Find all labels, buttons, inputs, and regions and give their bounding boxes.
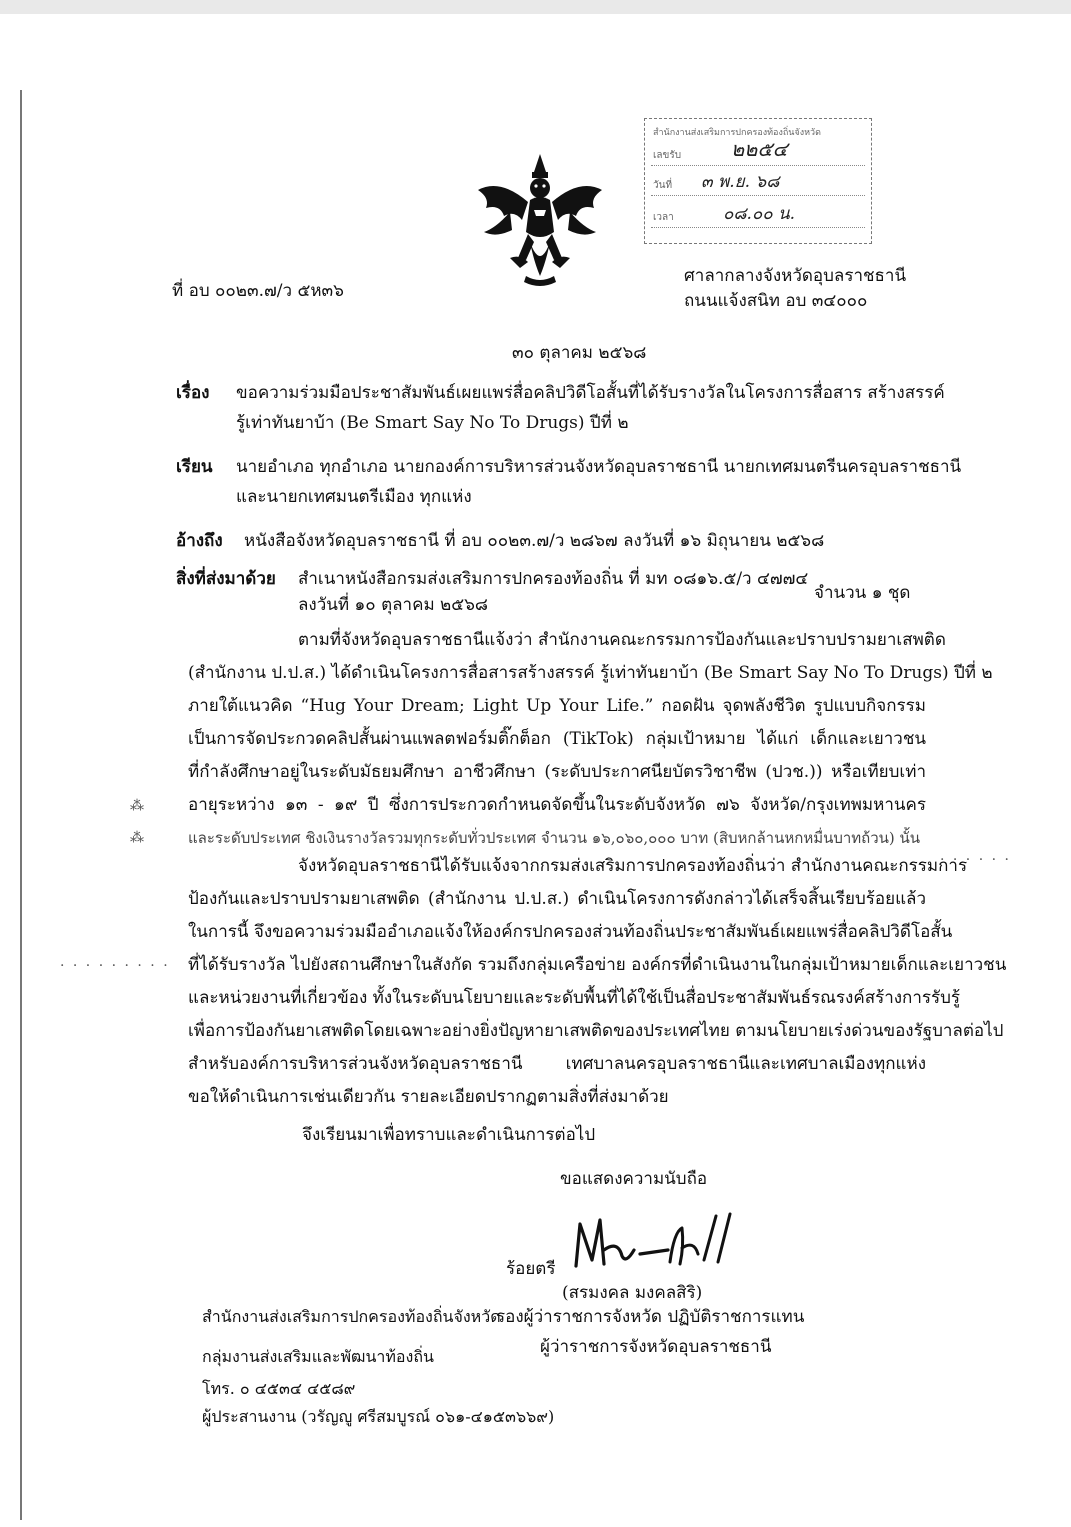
stamp-row-number — [651, 139, 865, 166]
letter-date: ๓๐ ตุลาคม ๒๕๖๘ — [512, 343, 647, 363]
paragraph-1-line: อายุระหว่าง ๑๓ - ๑๙ ปี ซึ่งการประกวดกำหนดจัดขึ้นในระดับจังหวัด ๗๖ จังหวัด/กรุงเทพมหานคร — [188, 795, 926, 815]
footer-group: กลุ่มงานส่งเสริมและพัฒนาท้องถิ่น — [202, 1347, 434, 1366]
paragraph-1-line: ที่กำลังศึกษาอยู่ในระดับมัธยมศึกษา อาชีวศึกษา (ระดับประกาศนียบัตรวิชาชีพ (ปวช.)) หรือเทียบเท่า — [188, 762, 926, 782]
paragraph-1-line: ภายใต้แนวคิด “Hug Your Dream; Light Up Your Life.” กอดฝัน จุดพลังชีวิต รูปแบบกิจกรรม — [188, 696, 926, 716]
paragraph-1-line: และระดับประเทศ ชิงเงินรางวัลรวมทุกระดับทั่วประเทศ จำนวน ๑๖,๐๖๐,๐๐๐ บาท (สิบหกล้านหกหมื่นบาทถ้วน) นั้น — [188, 829, 921, 847]
stamp-header: สำนักงานส่งเสริมการปกครองท้องถิ่นจังหวัด — [653, 128, 821, 138]
stamp-number-value: ๒๒๕๔ — [731, 137, 788, 161]
stamp-date-label: วันที่ — [653, 180, 673, 191]
paragraph-1-line: (สำนักงาน ป.ป.ส.) ได้ดำเนินโครงการสื่อสารสร้างสรรค์ รู้เท่าทันยาบ้า (Be Smart Say No To Drugs) ปีที่ ๒ — [188, 663, 993, 683]
stamp-date-value: ๓ พ.ย. ๖๘ — [701, 172, 780, 192]
office-name: ศาลากลางจังหวัดอุบลราชธานี — [684, 266, 907, 286]
handwritten-signature — [570, 1210, 740, 1280]
enclosure-line-1: สำเนาหนังสือกรมส่งเสริมการปกครองท้องถิ่น ที่ มท ๐๘๑๖.๕/ว ๔๗๗๔ — [298, 569, 809, 589]
signer-title-1: รองผู้ว่าราชการจังหวัด ปฏิบัติราชการแทน — [496, 1307, 805, 1327]
stamp-row-time — [651, 201, 865, 228]
paragraph-2-line: และหน่วยงานที่เกี่ยวข้อง ทั้งในระดับนโยบายและระดับพื้นที่ได้ใช้เป็นสื่อประชาสัมพันธ์รณรงค์สร้างการรับรู้ — [188, 988, 961, 1008]
page-edge-line — [20, 90, 22, 1520]
signer-name: (สรมงคล มงคลสิริ) — [562, 1283, 703, 1303]
receipt-stamp — [644, 118, 872, 244]
regards: ขอแสดงความนับถือ — [560, 1169, 708, 1189]
reference-label: อ้างถึง — [176, 531, 223, 551]
enclosure-label: สิ่งที่ส่งมาด้วย — [176, 569, 276, 589]
scan-artifact: ⁂ — [130, 830, 146, 846]
subject-label: เรื่อง — [176, 383, 210, 403]
footer-telephone: โทร. ๐ ๔๕๓๔ ๔๕๘๙ — [202, 1379, 356, 1398]
paragraph-2-line: ที่ได้รับรางวัล ไปยังสถานศึกษาในสังกัด รวมถึงกลุ่มเครือข่าย องค์กรที่ดำเนินงานในกลุ่มเป้าหมายเด็กและเยาวชน — [188, 955, 1007, 975]
garuda-emblem-icon — [470, 150, 610, 290]
scan-artifact: · · · · · · — [940, 852, 1011, 868]
paragraph-2-line: จังหวัดอุบลราชธานีได้รับแจ้งจากกรมส่งเสริมการปกครองท้องถิ่นว่า สำนักงานคณะกรรมการ — [298, 856, 968, 876]
reference-text: หนังสือจังหวัดอุบลราชธานี ที่ อบ ๐๐๒๓.๗/ว ๒๘๖๗ ลงวันที่ ๑๖ มิถุนายน ๒๕๖๘ — [244, 531, 825, 551]
stamp-time-value: ๐๘.๐๐ น. — [723, 204, 796, 224]
paragraph-2-line: ในการนี้ จึงขอความร่วมมืออำเภอแจ้งให้องค์กรปกครองส่วนท้องถิ่นประชาสัมพันธ์เผยแพร่สื่อคลิปวิดีโอสั้น — [188, 922, 953, 942]
paragraph-2-line: เพื่อการป้องกันยาเสพติดโดยเฉพาะอย่างยิ่งปัญหายาเสพติดของประเทศไทย ตามนโยบายเร่งด่วนของรัฐบาลต่อไป — [188, 1021, 1004, 1041]
paragraph-1-line: เป็นการจัดประกวดคลิปสั้นผ่านแพลตฟอร์มติ๊กต็อก (TikTok) กลุ่มเป้าหมาย ได้แก่ เด็กและเยาวชน — [188, 729, 926, 749]
reference-number: ที่ อบ ๐๐๒๓.๗/ว ๕ห๓๖ — [172, 281, 344, 301]
body-paragraph-1 — [188, 624, 993, 855]
to-line-1: นายอำเภอ ทุกอำเภอ นายกองค์การบริหารส่วนจังหวัดอุบลราชธานี นายกเทศมนตรีนครอุบลราชธานี — [236, 457, 962, 477]
footer-office: สำนักงานส่งเสริมการปกครองท้องถิ่นจังหวัด — [202, 1307, 501, 1326]
top-band — [0, 0, 1071, 14]
paragraph-2-line: สำหรับองค์การบริหารส่วนจังหวัดอุบลราชธานี เทศบาลนครอุบลราชธานีและเทศบาลเมืองทุกแห่ง — [188, 1054, 926, 1074]
paragraph-1-line: ตามที่จังหวัดอุบลราชธานีแจ้งว่า สำนักงานคณะกรรมการป้องกันและปราบปรามยาเสพติด — [298, 630, 946, 650]
scan-artifact: · · · · · · · · · — [60, 958, 170, 974]
stamp-time-label: เวลา — [653, 212, 674, 223]
closing-paragraph: จึงเรียนมาเพื่อทราบและดำเนินการต่อไป — [302, 1125, 596, 1145]
enclosure-line-2: ลงวันที่ ๑๐ ตุลาคม ๒๕๖๘ — [298, 595, 489, 615]
to-label: เรียน — [176, 457, 213, 477]
subject-line-2: รู้เท่าทันยาบ้า (Be Smart Say No To Drugs) ปีที่ ๒ — [236, 413, 629, 433]
enclosure-quantity: จำนวน ๑ ชุด — [814, 583, 911, 603]
subject-line-1: ขอความร่วมมือประชาสัมพันธ์เผยแพร่สื่อคลิปวิดีโอสั้นที่ได้รับรางวัลในโครงการสื่อสาร สร้างสรรค์ — [236, 383, 945, 403]
signer-rank: ร้อยตรี — [506, 1259, 556, 1279]
scan-artifact: ⁂ — [130, 798, 146, 814]
stamp-row-date — [651, 169, 865, 196]
body-paragraph-2 — [188, 850, 1007, 1114]
signer-title-2: ผู้ว่าราชการจังหวัดอุบลราชธานี — [540, 1337, 772, 1357]
footer-coordinator: ผู้ประสานงาน (วรัญญู ศรีสมบูรณ์ ๐๖๑-๔๑๕๓๖๖๙) — [202, 1407, 555, 1426]
paragraph-2-line: ป้องกันและปราบปรามยาเสพติด (สำนักงาน ป.ป.ส.) ดำเนินโครงการดังกล่าวได้เสร็จสิ้นเรียบร้อยแล้ว — [188, 889, 926, 909]
stamp-number-label: เลขรับ — [653, 150, 682, 161]
to-line-2: และนายกเทศมนตรีเมือง ทุกแห่ง — [236, 487, 472, 507]
paragraph-2-line: ขอให้ดำเนินการเช่นเดียวกัน รายละเอียดปรากฏตามสิ่งที่ส่งมาด้วย — [188, 1087, 669, 1107]
office-address: ถนนแจ้งสนิท อบ ๓๔๐๐๐ — [684, 291, 868, 311]
